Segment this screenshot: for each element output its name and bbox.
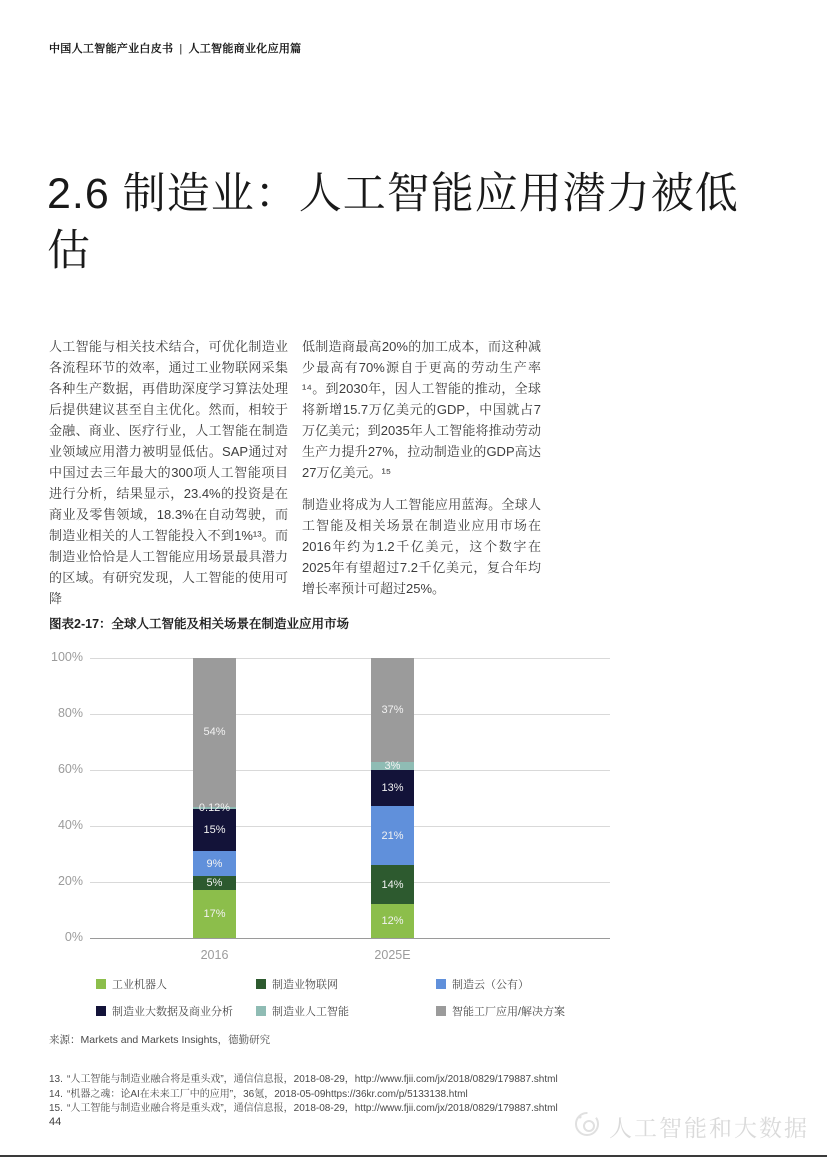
footnote-number: 14. xyxy=(49,1088,63,1100)
footnote-text: “人工智能与制造业融合将是重头戏”，通信信息报，2018-08-29，http://www.fjii.com/jx/2018/0829/179887.shtml xyxy=(67,1074,558,1085)
footnote-text: “人工智能与制造业融合将是重头戏”，通信信息报，2018-08-29，http://www.fjii.com/jx/2018/0829/179887.shtml xyxy=(67,1103,558,1114)
legend-label: 制造业大数据及商业分析 xyxy=(112,1006,233,1018)
bar-segment-label: 37% xyxy=(381,703,404,716)
gridline xyxy=(90,714,610,715)
bar-segment xyxy=(193,658,236,807)
y-axis-tick-label: 0% xyxy=(64,930,83,944)
legend-swatch-icon xyxy=(436,979,446,989)
legend-item xyxy=(96,976,256,992)
y-axis-tick-label: 80% xyxy=(57,706,83,720)
paragraph: 低制造商最高20%的加工成本，而这种减少最高有70%源自于更高的劳动生产率¹⁴。到2030年，因人工智能的推动，全球将新增15.7万亿美元的GDP，中国就占7万亿美元；到2035年人工智能将推动劳动生产力提升27%，拉动制造业的GDP高达27万亿美元。¹⁵ xyxy=(302,339,541,480)
stacked-bar-2025E xyxy=(371,658,414,938)
legend-swatch-icon xyxy=(256,1006,266,1016)
bar-segment-label: 9% xyxy=(206,857,223,870)
bar-segment xyxy=(193,809,236,851)
paragraph: 人工智能与相关技术结合，可优化制造业各流程环节的效率，通过工业物联网采集各种生产数据，再借助深度学习算法处理后提供建议甚至自主优化。然而，相较于金融、商业、医疗行业，人工智能在制造业领域应用潜力被明显低估。SAP通过对中国过去三年最大的300项人工智能项目进行分析，结果显示，23.4%的投资是在商业及零售领域，18.3%在自动驾驶，而制造业相关的人工智能投入不到1%¹³。而制造业恰恰是人工智能应用场景最具潜力的区域。有研究发现，人工智能的使用可降 xyxy=(49,339,288,606)
bar-segment-label: 13% xyxy=(381,782,404,795)
paragraph: 制造业将成为人工智能应用蓝海。全球人工智能及相关场景在制造业应用市场在2016年约为1.2千亿美元，这个数字在2025年有望超过7.2千亿美元，复合年均增长率预计可超过25%。 xyxy=(302,497,541,596)
legend-label: 制造云（公有） xyxy=(452,979,529,991)
body-columns xyxy=(49,336,555,620)
footer-brand xyxy=(573,1110,809,1143)
footnote-number: 15. xyxy=(49,1103,63,1114)
stacked-bar-2016 xyxy=(193,658,236,938)
header-section-title: 人工智能商业化应用篇 xyxy=(188,43,302,55)
bottom-divider xyxy=(0,1155,827,1157)
gridline xyxy=(90,770,610,771)
bar-segment-label: 17% xyxy=(203,908,226,921)
y-axis-tick-label: 100% xyxy=(51,650,83,664)
bar-segment-label: 0.12% xyxy=(198,801,231,814)
legend-label: 智能工厂应用/解决方案 xyxy=(452,1006,566,1018)
chart-title: 图表2-17：全球人工智能及相关场景在制造业应用市场 xyxy=(49,617,350,631)
y-axis-tick-label: 60% xyxy=(57,762,83,776)
footnote xyxy=(49,1073,769,1088)
legend-swatch-icon xyxy=(436,1006,446,1016)
legend-label: 工业机器人 xyxy=(112,979,167,991)
footnote-text: “机器之魂：论AI在未来工厂中的应用”，36氪，2018-05-09https://36kr.com/p/5133138.html xyxy=(67,1088,468,1100)
header-booklet-title: 中国人工智能产业白皮书 xyxy=(49,43,174,55)
bar-segment-label: 14% xyxy=(381,878,404,891)
bar-segment xyxy=(371,770,414,806)
footer-brand-text: 人工智能和大数据 xyxy=(609,1115,809,1141)
page-title: 2.6 制造业：人工智能应用潜力被低估 xyxy=(47,170,739,275)
body-left-column xyxy=(49,336,288,620)
legend-item xyxy=(256,976,436,992)
bar-segment-label: 12% xyxy=(381,915,404,928)
bar-segment xyxy=(193,876,236,890)
x-axis-category-label: 2016 xyxy=(200,948,229,962)
x-axis-category-label: 2025E xyxy=(374,948,411,962)
chart-legend xyxy=(96,976,565,1019)
footnote-number: 13. xyxy=(49,1074,63,1085)
bar-segment-label: 15% xyxy=(203,824,226,837)
bar-segment xyxy=(371,806,414,865)
legend-swatch-icon xyxy=(96,979,106,989)
page-number: 44 xyxy=(49,1116,62,1128)
bar-segment-label: 21% xyxy=(381,829,404,842)
legend-item xyxy=(436,1003,565,1019)
footnote xyxy=(49,1088,769,1103)
bar-segment-label: 5% xyxy=(206,877,223,890)
bar-segment xyxy=(371,658,414,762)
legend-item xyxy=(436,976,565,992)
stacked-bar-chart xyxy=(49,650,779,970)
bar-segment xyxy=(193,890,236,938)
header-separator: | xyxy=(179,43,183,55)
bar-segment-label: 54% xyxy=(203,726,226,739)
bar-segment xyxy=(193,801,236,814)
legend-item xyxy=(96,1003,256,1019)
body-right-column xyxy=(302,336,541,620)
bar-segment xyxy=(193,851,236,876)
legend-label: 制造业人工智能 xyxy=(272,1006,349,1018)
bar-segment xyxy=(371,904,414,938)
bar-segment xyxy=(371,759,414,772)
y-axis-tick-label: 20% xyxy=(57,874,83,888)
document-header xyxy=(49,40,301,56)
chart-source: 来源：Markets and Markets Insights，德勤研究 xyxy=(49,1034,271,1046)
y-axis-tick-label: 40% xyxy=(57,818,83,832)
legend-label: 制造业物联网 xyxy=(272,979,338,991)
legend-swatch-icon xyxy=(96,1006,106,1016)
gridline xyxy=(90,826,610,827)
bar-segment xyxy=(371,865,414,904)
chart-plot xyxy=(51,650,610,962)
gridline xyxy=(90,938,610,939)
legend-item xyxy=(256,1003,436,1019)
bar-segment-label: 3% xyxy=(384,759,401,772)
legend-swatch-icon xyxy=(256,979,266,989)
footer-logo-icon xyxy=(573,1110,601,1143)
gridline xyxy=(90,882,610,883)
gridline xyxy=(90,658,610,659)
